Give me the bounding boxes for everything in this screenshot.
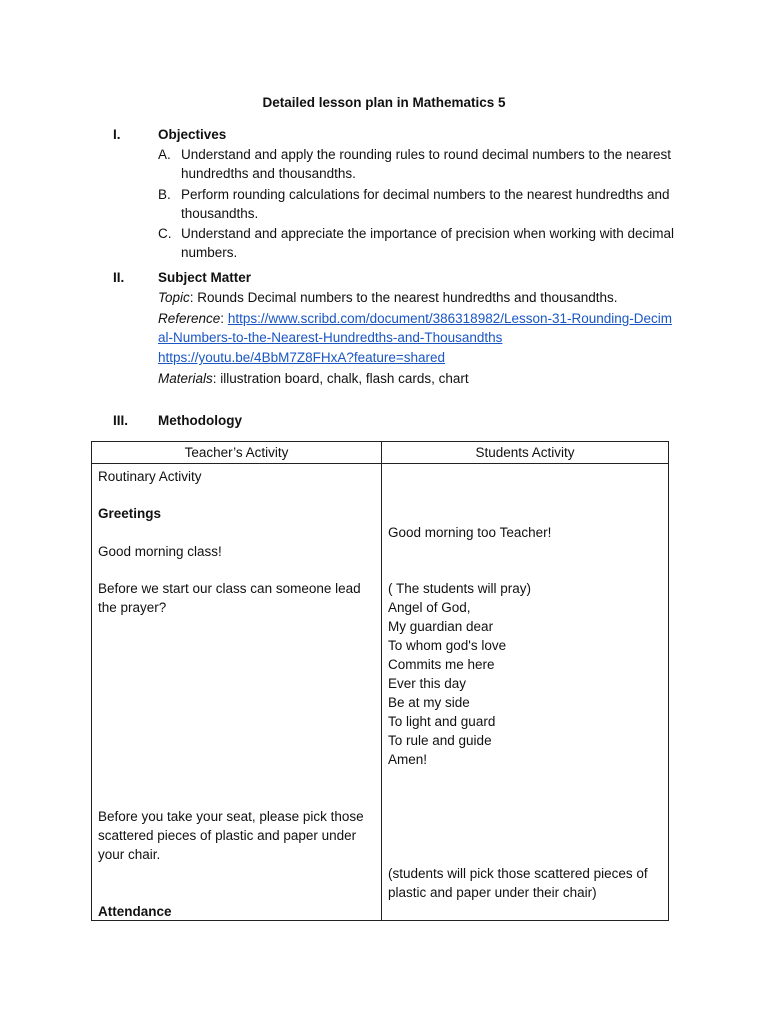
subject-matter-block [158, 288, 678, 389]
section-number-subject-matter: II. [113, 270, 125, 285]
methodology-table [91, 441, 669, 921]
students-prayer [388, 579, 662, 769]
students-good-morning-reply: Good morning too Teacher! [388, 525, 552, 540]
teacher-good-morning: Good morning class! [98, 544, 222, 559]
materials-label: Materials [158, 370, 213, 386]
section-number-methodology: III. [113, 413, 129, 428]
topic-label: Topic [158, 290, 190, 305]
prayer-line: Ever this day [388, 676, 467, 691]
table-header-row [92, 442, 669, 464]
prayer-line: ( The students will pray) [388, 581, 532, 596]
materials-value: : illustration board, chalk, flash cards, chart [212, 370, 469, 386]
reference-line [158, 309, 678, 347]
attendance-heading: Attendance [98, 904, 172, 919]
objectives-list [158, 145, 678, 264]
prayer-line: To rule and guide [388, 733, 492, 748]
teacher-pick-plastic: Before you take your seat, please pick those scattered pieces of plastic and paper under your chair. [98, 809, 364, 862]
objective-letter: A. [158, 147, 171, 162]
section-heading-objectives: Objectives [158, 127, 227, 142]
reference-link-youtube[interactable]: https://youtu.be/4BbM7Z8FHxA?feature=shared [158, 350, 446, 365]
teacher-cell [92, 464, 382, 921]
topic-line [158, 288, 678, 307]
prayer-line: Commits me here [388, 657, 495, 672]
routinary-activity: Routinary Activity [98, 469, 202, 484]
objective-item [158, 145, 678, 183]
materials-line [158, 369, 678, 388]
prayer-line: To light and guard [388, 714, 496, 729]
document-title: Detailed lesson plan in Mathematics 5 [262, 95, 506, 110]
prayer-line: My guardian dear [388, 619, 494, 634]
teacher-prayer-request: Before we start our class can someone lead the prayer? [98, 581, 361, 615]
prayer-line: Angel of God, [388, 600, 471, 615]
prayer-line: Be at my side [388, 695, 470, 710]
objective-text: Understand and appreciate the importance of precision when working with decimal numbers. [181, 226, 675, 260]
section-heading-subject-matter: Subject Matter [158, 270, 252, 285]
section-number-objectives: I. [113, 127, 121, 142]
objective-letter: C. [158, 226, 172, 241]
students-pick-reply: (students will pick those scattered pieces of plastic and paper under their chair) [388, 866, 648, 900]
prayer-line: To whom god's love [388, 638, 507, 653]
reference-separator: : [220, 310, 228, 326]
objective-text: Perform rounding calculations for decimal numbers to the nearest hundredths and thousandths. [181, 186, 670, 221]
section-heading-methodology: Methodology [158, 413, 242, 428]
reference-link-scribd[interactable]: https://www.scribd.com/document/386318982/Lesson-31-Rounding-Decimal-Numbers-to-the-Nearest-Hundredths-and-Thousandths [158, 310, 673, 345]
header-students-activity: Students Activity [382, 442, 669, 464]
reference-line-2 [158, 348, 678, 367]
greetings-heading: Greetings [98, 506, 162, 521]
reference-label: Reference [158, 310, 221, 326]
table-row [92, 464, 669, 921]
students-cell [382, 464, 669, 921]
objective-item [158, 185, 678, 223]
objective-letter: B. [158, 186, 171, 202]
topic-value: : Rounds Decimal numbers to the nearest hundredths and thousandths. [189, 290, 618, 305]
prayer-line: Amen! [388, 752, 428, 767]
header-teachers-activity: Teacher’s Activity [92, 442, 382, 464]
objective-item [158, 224, 678, 262]
objective-text: Understand and apply the rounding rules to round decimal numbers to the nearest hundredths and thousandths. [181, 147, 672, 181]
